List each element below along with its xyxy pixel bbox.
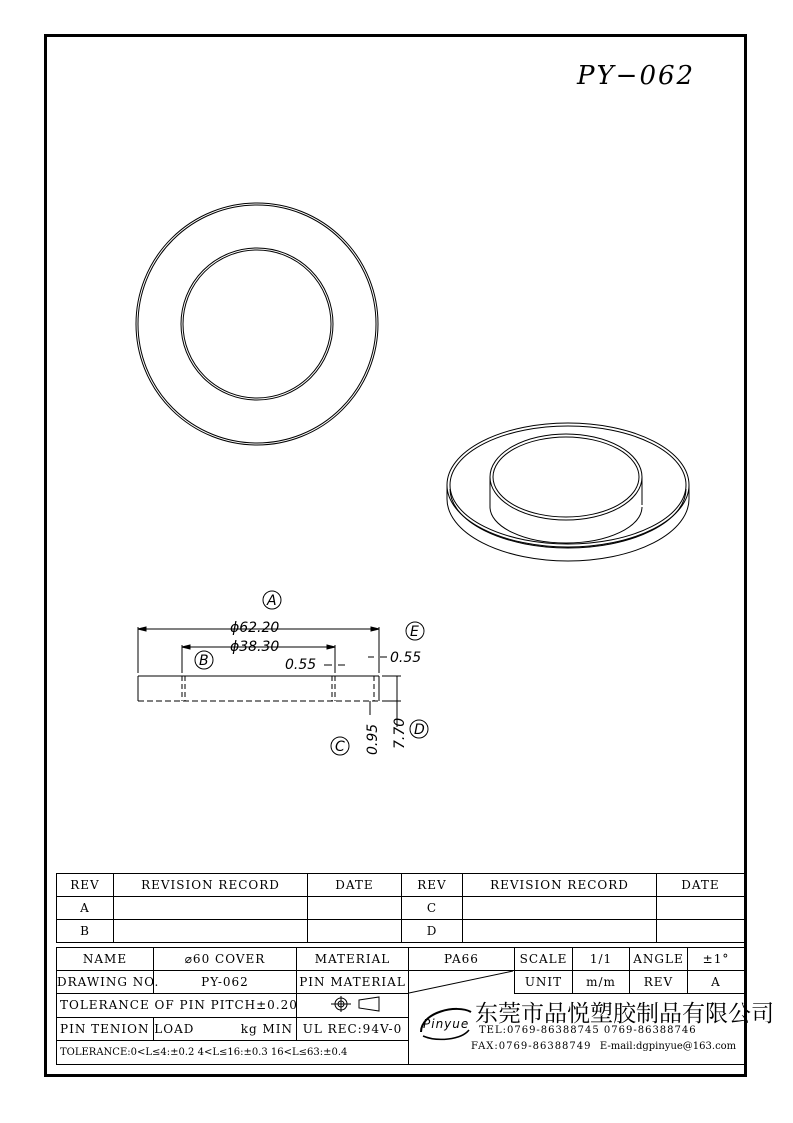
- projection-symbol: [297, 994, 409, 1018]
- rev-cell: B: [57, 920, 114, 943]
- name-label: NAME: [57, 948, 154, 971]
- revision-header-row: [57, 874, 745, 897]
- blank-cell: [409, 971, 515, 994]
- label-e: E: [410, 624, 419, 640]
- table-row: [57, 920, 745, 943]
- outer-diameter-dim: ϕ62.20: [230, 620, 280, 636]
- label-b: B: [199, 653, 209, 669]
- table-row: [57, 897, 745, 920]
- material-label: MATERIAL: [297, 948, 409, 971]
- rev-cell: A: [57, 897, 114, 920]
- title-block: [56, 947, 774, 1065]
- date-header: DATE: [657, 874, 745, 897]
- record-cell: [114, 920, 308, 943]
- company-fax-email: [471, 1041, 736, 1052]
- drawing-number-title: PY−062: [577, 61, 696, 91]
- angle-value: ±1°: [688, 948, 745, 971]
- unit-value: m/m: [573, 971, 630, 994]
- date-header: DATE: [308, 874, 402, 897]
- ul-rec: UL REC:94V-0: [297, 1017, 409, 1041]
- record-cell: [114, 897, 308, 920]
- scale-value: 1/1: [573, 948, 630, 971]
- date-cell: [308, 897, 402, 920]
- label-a: A: [267, 593, 277, 609]
- rev-label: REV: [630, 971, 688, 994]
- pin-material-label: PIN MATERIAL: [297, 971, 409, 994]
- iso-inner-rim: [490, 434, 642, 520]
- top-view: [136, 203, 378, 445]
- height-dim: 7.70: [392, 717, 408, 749]
- revision-record-header: REVISION RECORD: [463, 874, 657, 897]
- angle-label: ANGLE: [630, 948, 688, 971]
- material-value: PA66: [409, 948, 515, 971]
- top-view-inner-edge: [181, 248, 333, 400]
- rev-header: REV: [57, 874, 114, 897]
- projection-icon: [323, 996, 383, 1012]
- isometric-view: [447, 423, 689, 561]
- label-d: D: [414, 722, 425, 738]
- drawing-no-value: PY-062: [154, 971, 297, 994]
- technical-drawing: [47, 37, 744, 867]
- record-cell: [463, 920, 657, 943]
- wall-inner-dim: 0.55: [285, 657, 317, 673]
- iso-outer-side: [447, 485, 689, 561]
- rev-cell: D: [402, 920, 463, 943]
- drawing-sheet: [44, 34, 774, 1077]
- company-tel: TEL:0769-86388745 0769-86388746: [479, 1025, 697, 1036]
- top-view-inner-edge-inner: [183, 250, 331, 398]
- table-row: [57, 948, 745, 971]
- name-value: ⌀60 COVER: [154, 948, 297, 971]
- company-name: 东莞市品悦塑胶制品有限公司: [475, 1001, 774, 1027]
- table-row: [57, 994, 745, 1018]
- pin-tension-label: PIN TENION LOAD: [57, 1017, 154, 1041]
- company-email: E-mail:dgpinyue@163.com: [599, 1041, 737, 1052]
- table-row: [57, 971, 745, 994]
- iso-outer-top: [447, 423, 689, 547]
- top-view-outer-edge: [136, 203, 378, 445]
- drawing-no-label: DRAWING NO.: [57, 971, 154, 994]
- pin-tension-unit: kg MIN: [154, 1017, 297, 1041]
- company-block: [409, 994, 774, 1065]
- rev-value: A: [688, 971, 745, 994]
- logo-text: Pinyue: [423, 1017, 470, 1031]
- scale-label: SCALE: [515, 948, 573, 971]
- date-cell: [657, 920, 745, 943]
- record-cell: [463, 897, 657, 920]
- company-fax: FAX:0769-86388749: [471, 1041, 592, 1052]
- date-cell: [308, 920, 402, 943]
- thickness-dim: 0.95: [365, 723, 381, 755]
- revision-record-header: REVISION RECORD: [114, 874, 308, 897]
- inner-diameter-dim: ϕ38.30: [230, 639, 280, 655]
- rev-header: REV: [402, 874, 463, 897]
- unit-label: UNIT: [515, 971, 573, 994]
- revision-table: [56, 873, 745, 943]
- tolerance-general: TOLERANCE:0<L≤4:±0.2 4<L≤16:±0.3 16<L≤63:±0.4: [57, 1041, 409, 1065]
- pinyue-logo-icon: [417, 1002, 475, 1042]
- tolerance-pin-pitch: TOLERANCE OF PIN PITCH±0.20: [57, 994, 297, 1018]
- wall-outer-dim: 0.55: [390, 650, 422, 666]
- date-cell: [657, 897, 745, 920]
- top-view-outer-edge-inner: [138, 205, 376, 443]
- label-c: C: [335, 739, 345, 755]
- rev-cell: C: [402, 897, 463, 920]
